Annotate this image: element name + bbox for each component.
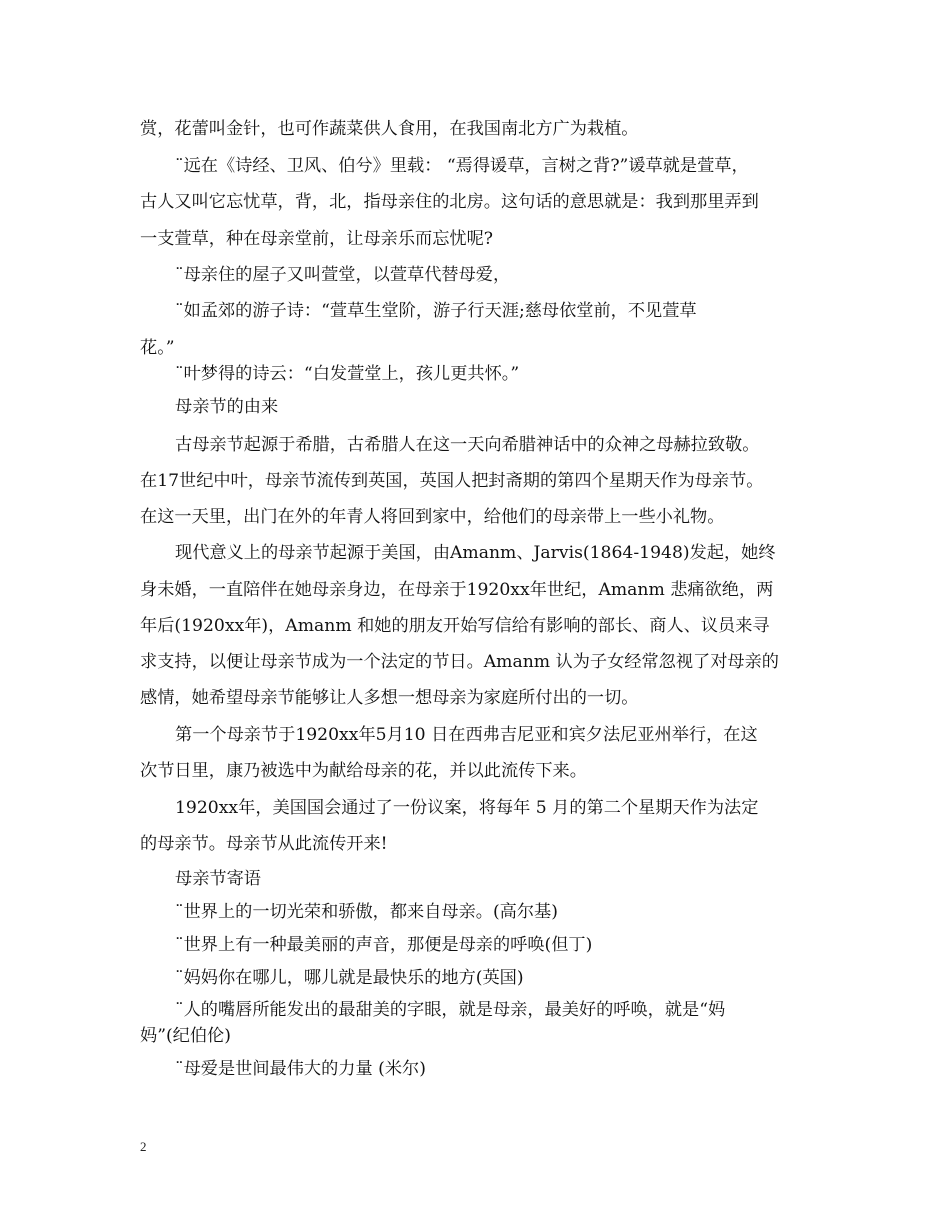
text-line: ¨母亲住的屋子又叫萱堂，以萱草代替母爱， — [175, 265, 511, 285]
page-number: 2 — [140, 1139, 147, 1154]
text-line: ¨世界上的一切光荣和骄傲，都来自母亲。(高尔基) — [175, 902, 558, 922]
text-line: 古母亲节起源于希腊，古希腊人在这一天向希腊神话中的众神之母赫拉致敬。 — [175, 435, 760, 455]
text-line: 现代意义上的母亲节起源于美国，由Amanm、Jarvis(1864-1948)发起，她终 — [175, 543, 776, 563]
text-line: 身未婚，一直陪伴在她母亲身边，在母亲于1920xx年世纪，Amanm 悲痛欲绝，两 — [140, 580, 774, 600]
text-line: 一支萱草，种在母亲堂前，让母亲乐而忘忧呢? — [140, 229, 493, 249]
section-heading: 母亲节寄语 — [175, 869, 261, 889]
text-line: 古人又叫它忘忧草，背，北，指母亲住的北房。这句话的意思就是：我到那里弄到 — [140, 192, 759, 212]
text-line: 在这一天里，出门在外的年青人将回到家中，给他们的母亲带上一些小礼物。 — [140, 507, 725, 527]
text-line: 的母亲节。母亲节从此流传开来! — [140, 834, 388, 854]
text-line: 1920xx年，美国国会通过了一份议案，将每年 5 月的第二个星期天作为法定 — [175, 798, 759, 818]
text-line: 花。” — [140, 338, 175, 358]
section-heading: 母亲节的由来 — [175, 397, 279, 417]
text-line: 次节日里，康乃被选中为献给母亲的花，并以此流传下来。 — [140, 761, 587, 781]
text-line: 求支持，以便让母亲节成为一个法定的节日。Amanm 认为子女经常忽视了对母亲的 — [140, 652, 779, 672]
text-line: ¨世界上有一种最美丽的声音，那便是母亲的呼唤(但丁) — [175, 935, 593, 955]
text-line: 赏，花蕾叫金针，也可作蔬菜供人食用，在我国南北方广为栽植。 — [140, 119, 639, 139]
text-line: ¨远在《诗经、卫风、伯兮》里载： “焉得谖草，言树之背?”谖草就是萱草， — [175, 156, 749, 176]
text-line: 在17世纪中叶，母亲节流传到英国，英国人把封斋期的第四个星期天作为母亲节。 — [140, 471, 764, 491]
text-line: ¨人的嘴唇所能发出的最甜美的字眼，就是母亲，最美好的呼唤，就是“妈 — [175, 1000, 726, 1020]
text-line: ¨叶梦得的诗云：“白发萱堂上，孩儿更共怀。” — [175, 364, 520, 384]
text-line: 年后(1920xx年)，Amanm 和她的朋友开始写信给有影响的部长、商人、议员来寻 — [140, 616, 770, 636]
text-line: 感情，她希望母亲节能够让人多想一想母亲为家庭所付出的一切。 — [140, 688, 639, 708]
text-line: 第一个母亲节于1920xx年5月10 日在西弗吉尼亚和宾夕法尼亚州举行，在这 — [175, 725, 758, 745]
text-line: ¨如孟郊的游子诗：“萱草生堂阶，游子行天涯;慈母依堂前，不见萱草 — [175, 301, 697, 321]
text-line: 妈”(纪伯伦) — [140, 1026, 231, 1046]
text-line: ¨母爱是世间最伟大的力量 (米尔) — [175, 1059, 426, 1079]
text-line: ¨妈妈你在哪儿，哪儿就是最快乐的地方(英国) — [175, 968, 524, 988]
